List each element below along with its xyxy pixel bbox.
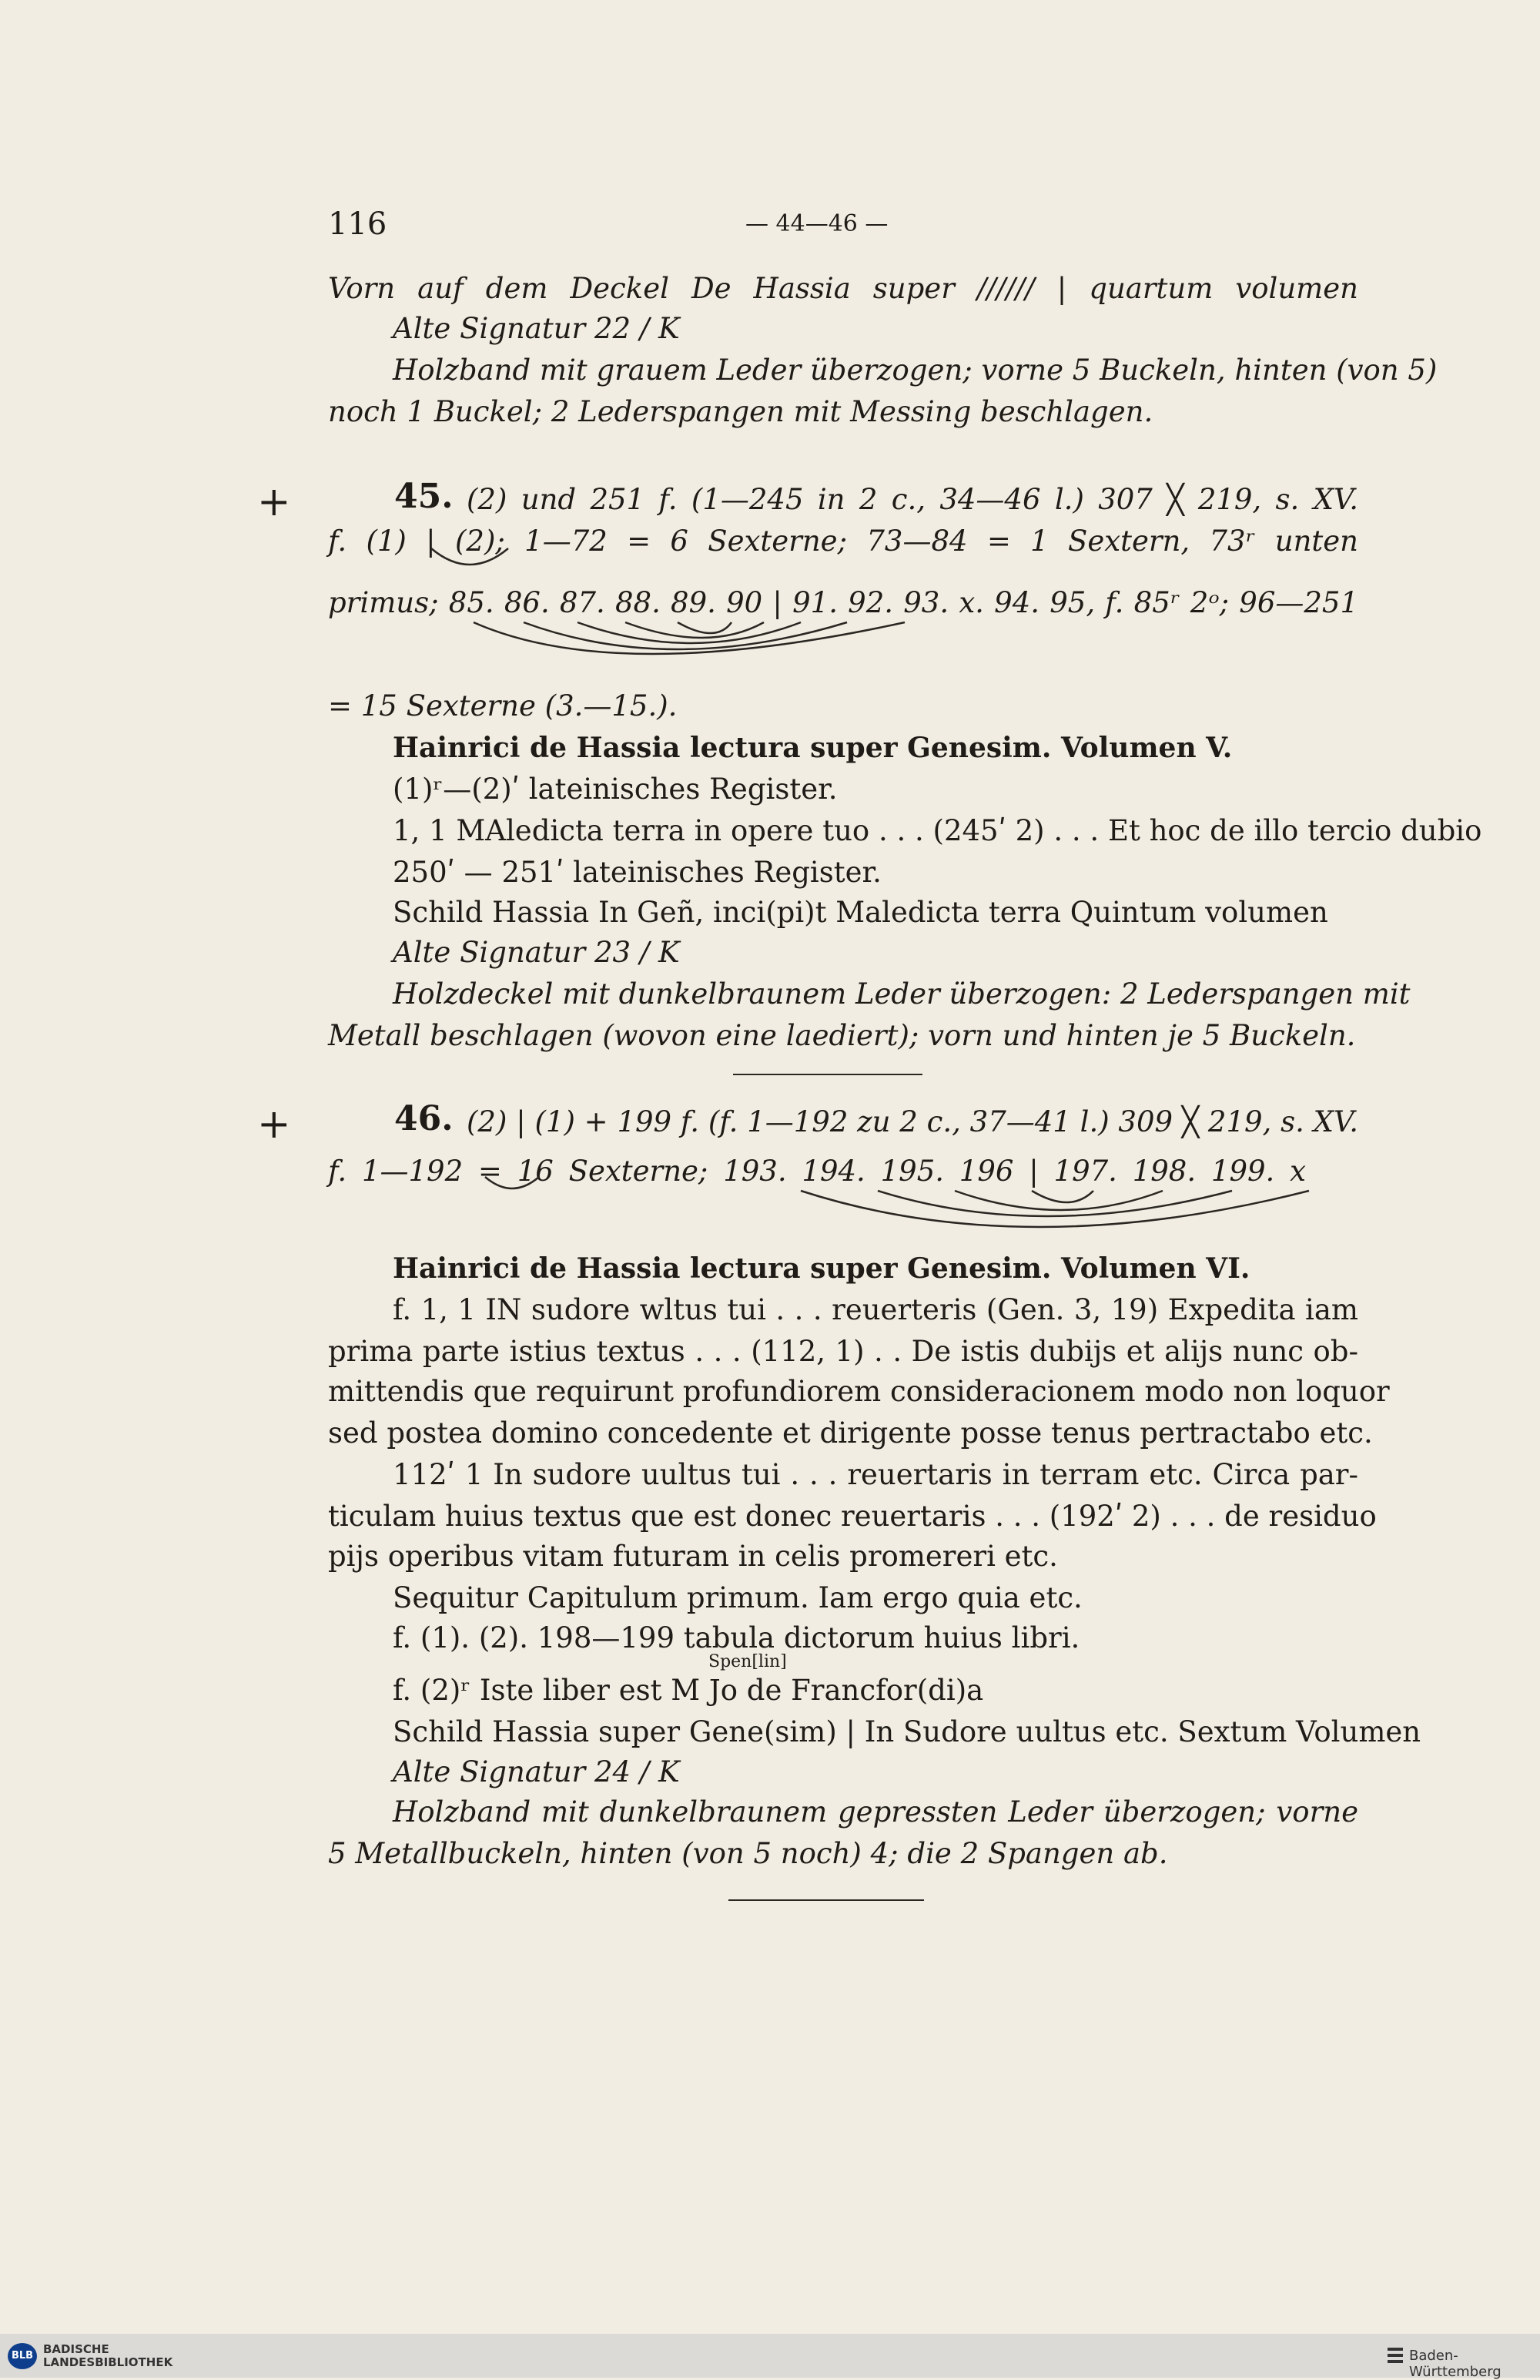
entry46-sequitur: Sequitur Capitulum primum. Iam ergo quia etc. <box>393 1581 1083 1614</box>
entry46-number: 46. <box>394 1099 454 1138</box>
blb-name <box>43 2343 172 2369</box>
arc-entry46-196-197 <box>1032 1191 1093 1202</box>
entry44-binding-line1: Holzband mit grauem Leder überzogen; vorne 5 Buckeln, hinten (von 5) <box>393 354 1438 387</box>
viewer-footer <box>0 2334 1540 2378</box>
entry45-collation-line2: f. (1) | (2); 1—72 = 6 Sexterne; 73—84 = 1 Sextern, 73ʳ unten <box>328 525 1358 558</box>
entry46-spine-label: Schild Hassia super Gene(sim) | In Sudore uultus etc. Sextum Volumen <box>393 1715 1421 1748</box>
entry45-binding-line1: Holzdeckel mit dunkelbraunem Leder überzogen: 2 Lederspangen mit <box>393 977 1411 1011</box>
entry46-collation-line1: (2) | (1) + 199 f. (f. 1—192 zu 2 c., 37—41 l.) 309 ╳ 219, s. XV. <box>467 1105 1358 1138</box>
entry46-incipit-line1: f. 1, 1 IN sudore wltus tui . . . reuerteris (Gen. 3, 19) Expedita iam <box>393 1293 1358 1326</box>
entry46-incipit-line3: mittendis que requirunt profundiorem consideracionem modo non loquor <box>328 1375 1390 1408</box>
entry46-text-line5: 112ʹ 1 In sudore uultus tui . . . reuertaris in terram etc. Circa par- <box>393 1458 1358 1491</box>
entry46-text-line7: pijs operibus vitam futuram in celis promereri etc. <box>328 1540 1058 1573</box>
blb-name-line2: LANDESBIBLIOTHEK <box>43 2355 173 2369</box>
entry45-margin-cross: + <box>257 479 291 525</box>
entry45-binding-line2: Metall beschlagen (wovon eine laediert); vorn und hinten je 5 Buckeln. <box>328 1019 1356 1052</box>
arc-entry45-89-92 <box>678 622 732 633</box>
entry45-register-start: (1)ʳ—(2)ʹ lateinisches Register. <box>393 773 838 806</box>
arc-entry46-193-x <box>801 1191 1309 1227</box>
entry46-title: Hainrici de Hassia lectura super Genesim. Volumen VI. <box>393 1252 1250 1285</box>
entry45-old-shelfmark: Alte Signatur 23 / K <box>393 936 680 969</box>
entry46-binding-line1: Holzband mit dunkelbraunem gepressten Leder überzogen; vorne <box>393 1795 1358 1829</box>
running-head: — 44—46 — <box>745 210 889 237</box>
entry45-title: Hainrici de Hassia lectura super Genesim. Volumen V. <box>393 732 1233 764</box>
entry46-old-shelfmark: Alte Signatur 24 / K <box>393 1755 680 1788</box>
entry44-cover-inscription: Vorn auf dem Deckel De Hassia super ////// | quartum volumen <box>328 272 1358 305</box>
entry46-incipit-line4: sed postea domino concedente et dirigente posse tenus pertractabo etc. <box>328 1416 1373 1450</box>
entry44-old-shelfmark: Alte Signatur 22 / K <box>393 312 680 345</box>
entry44-binding-line2: noch 1 Buckel; 2 Lederspangen mit Messing beschlagen. <box>328 395 1153 428</box>
entry45-collation-line1: (2) und 251 f. (1—245 in 2 c., 34—46 l.) 307 ╳ 219, s. XV. <box>467 483 1358 516</box>
baden-wuerttemberg-lions-icon <box>1386 2345 1404 2368</box>
entry46-ownership-note: f. (2)ʳ Iste liber est M Jo de Francfor(di)a <box>393 1674 984 1707</box>
entry46-text-line6: ticulam huius textus que est donec reuertaris . . . (192ʹ 2) . . . de residuo <box>328 1500 1377 1533</box>
blb-logo-icon: BLB <box>8 2343 37 2369</box>
entry45-incipit: 1, 1 MAledicta terra in opere tuo . . . (245ʹ 2) . . . Et hoc de illo tercio dubio <box>393 814 1482 847</box>
entry46-binding-line2: 5 Metallbuckeln, hinten (von 5 noch) 4; die 2 Spangen ab. <box>328 1837 1168 1870</box>
arc-entry46-leaves-2-1 <box>485 1177 539 1188</box>
entry45-spine-label: Schild Hassia In Geñ, inci(pi)t Maledicta terra Quintum volumen <box>393 896 1328 929</box>
arc-entry45-leaves-1-2 <box>431 548 508 565</box>
entry46-tabula: f. (1). (2). 198—199 tabula dictorum huius libri. <box>393 1621 1080 1654</box>
entry46-margin-cross: + <box>257 1101 291 1148</box>
arc-entry46-195-198 <box>955 1191 1163 1210</box>
arc-entry45-87-94 <box>578 622 801 643</box>
page-number: 116 <box>328 206 387 242</box>
entry45-collation-line4: = 15 Sexterne (3.—15.). <box>328 689 678 722</box>
entry46-interlinear-annotation: Spen[lin] <box>708 1652 787 1671</box>
entry46-collation-line2: f. 1—192 = 16 Sexterne; 193. 194. 195. 196 | 197. 198. 199. x <box>328 1155 1306 1188</box>
arc-entry46-194-199 <box>878 1191 1232 1216</box>
baden-wuerttemberg-label: Baden-Württemberg <box>1409 2348 1502 2380</box>
entry45-register-end: 250ʹ — 251ʹ lateinisches Register. <box>393 856 882 889</box>
entry46-incipit-line2: prima parte istius textus . . . (112, 1) . . De istis dubijs et alijs nunc ob- <box>328 1335 1358 1368</box>
blb-name-line1: BADISCHE <box>43 2342 109 2356</box>
entry45-number: 45. <box>394 477 454 516</box>
entry45-collation-line3: primus; 85. 86. 87. 88. 89. 90 | 91. 92. 93. x. 94. 95, f. 85ʳ 2ᵒ; 96—251 <box>328 586 1358 619</box>
